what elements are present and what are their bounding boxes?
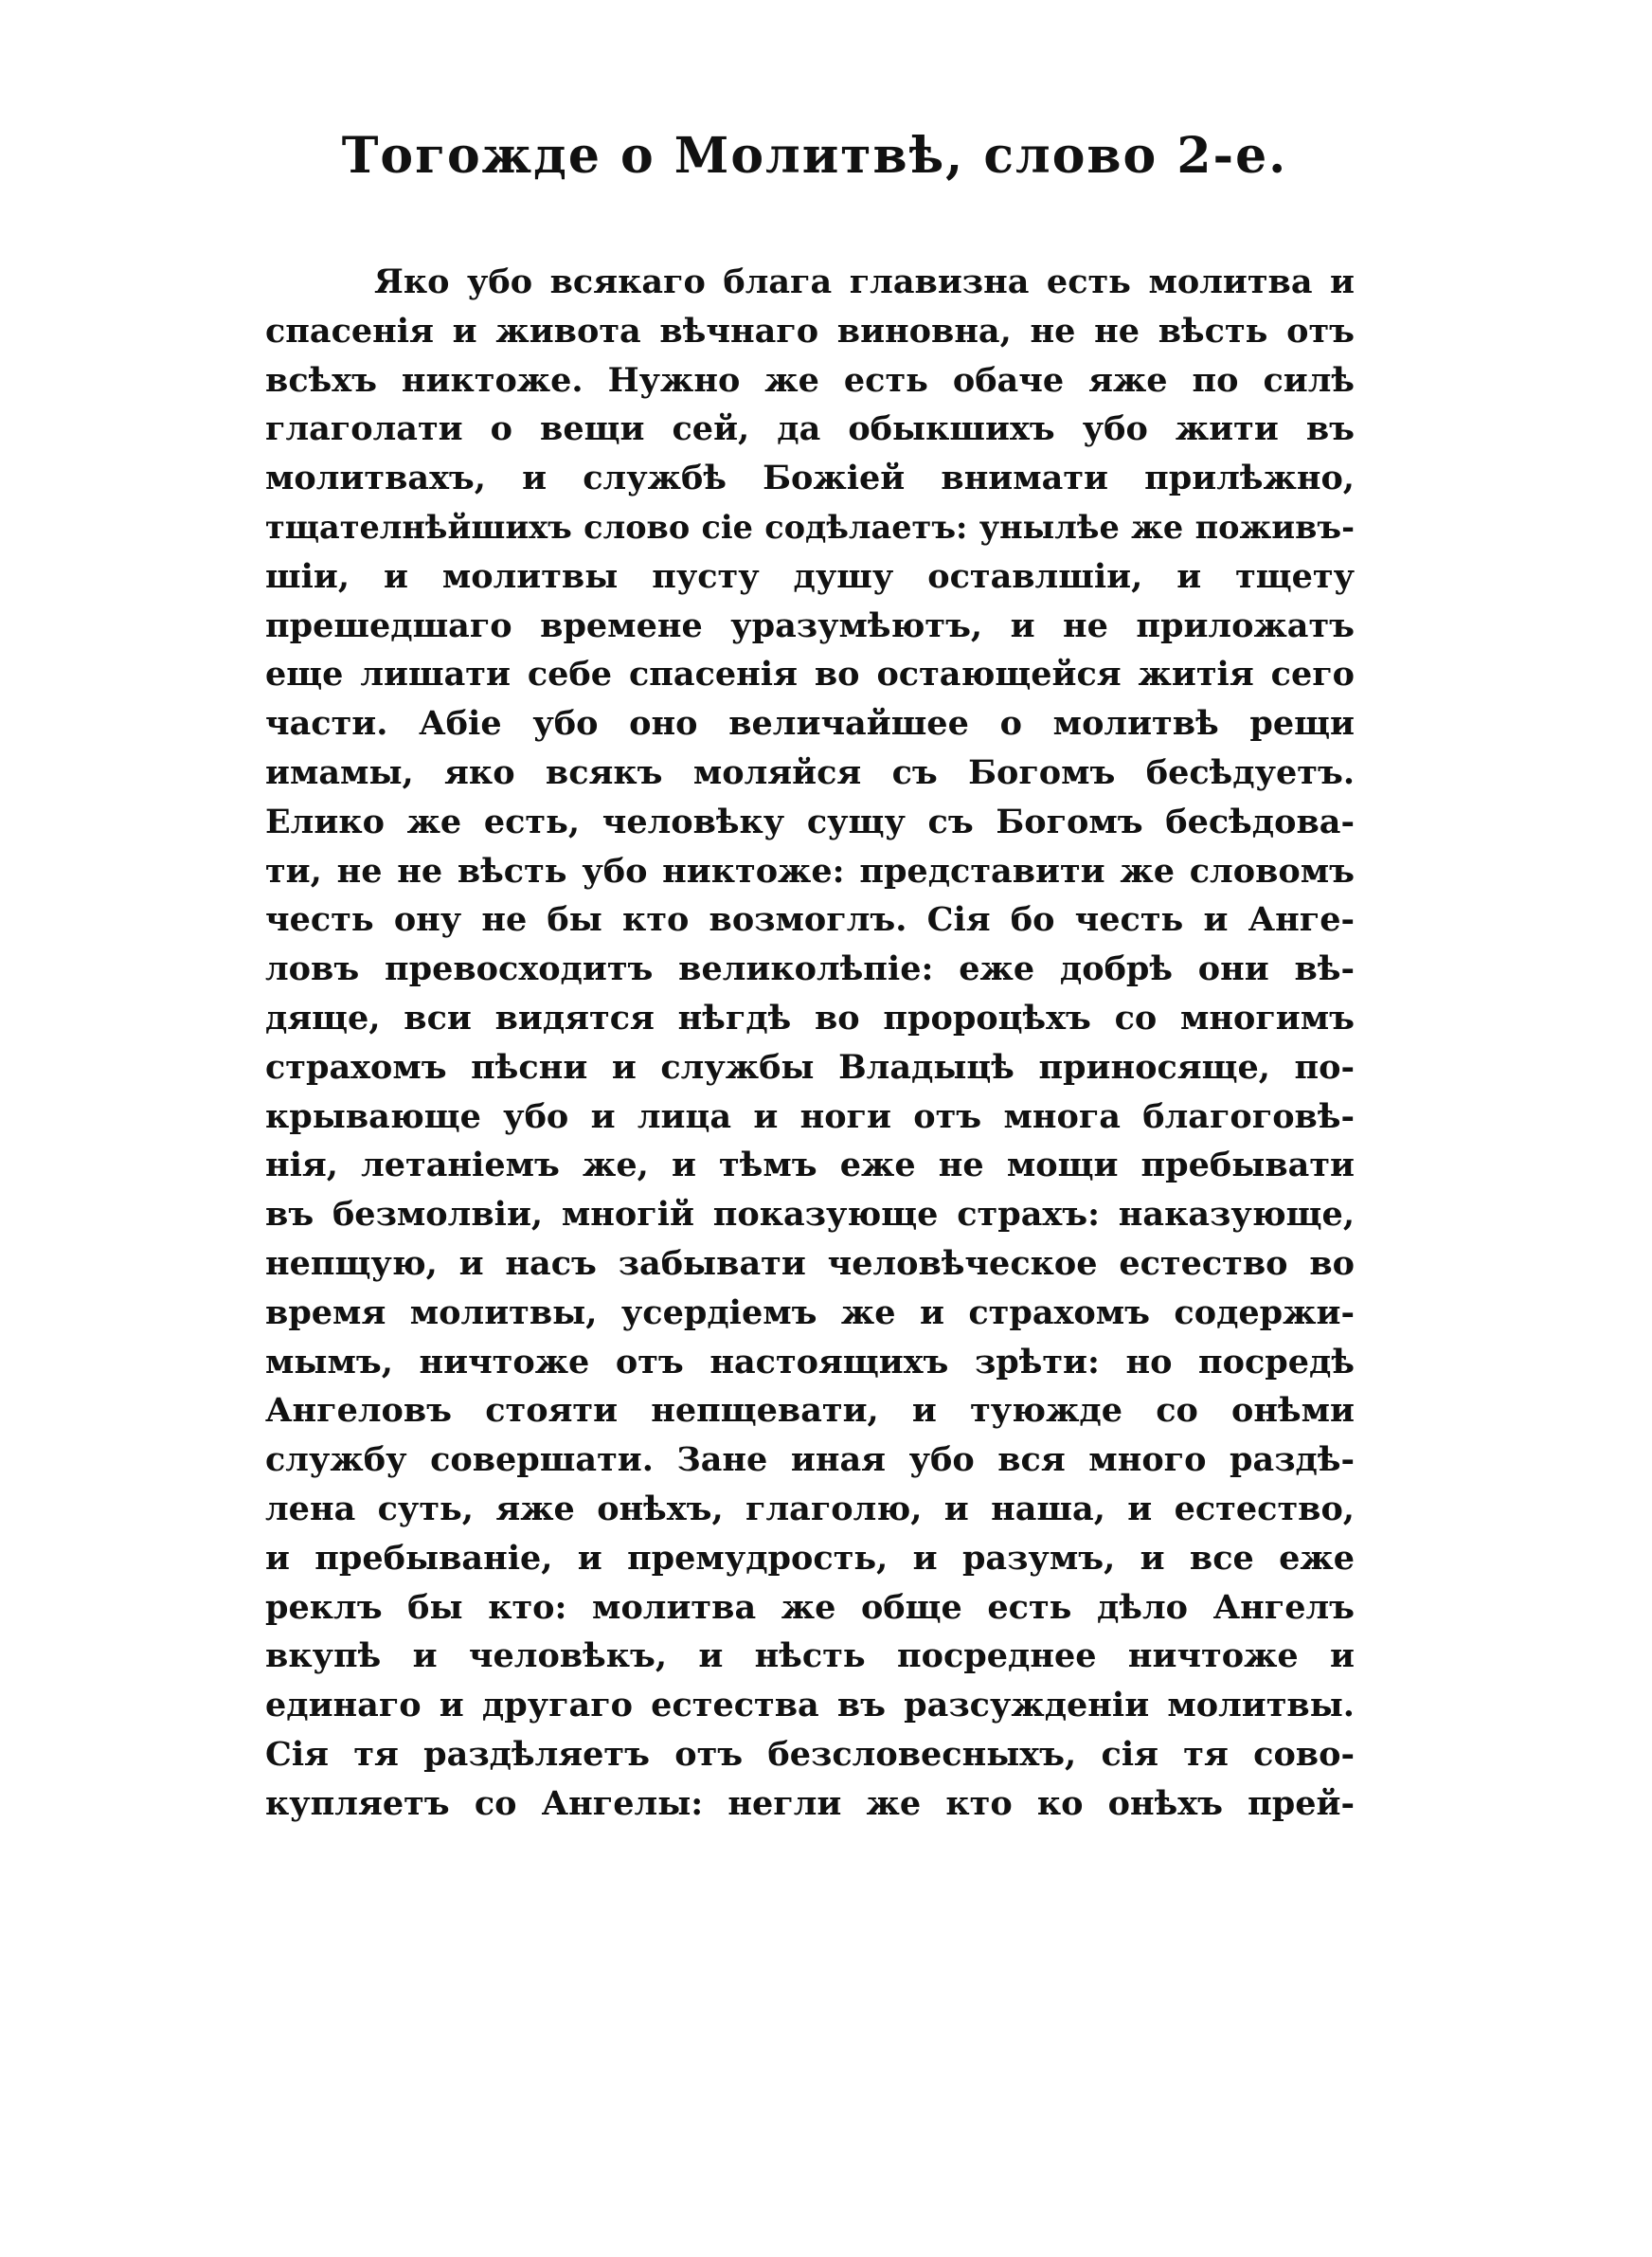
text-line: дяще, вси видятся нѣгдѣ во пророцѣхъ со многимъ (265, 998, 1355, 1038)
text-line: страхомъ пѣсни и службы Владыцѣ приносяще, по- (265, 1047, 1355, 1087)
text-line: въ безмолвіи, многій показующе страхъ: наказующе, (265, 1195, 1355, 1235)
text-line: Ангеловъ стояти непщевати, и туюжде со онѣми (265, 1391, 1355, 1431)
text-line: крывающе убо и лица и ноги отъ многа благоговѣ- (265, 1096, 1355, 1136)
text-line: честь ону не бы кто возмоглъ. Сія бо честь и Анге- (265, 900, 1355, 940)
text-line: части. Абіе убо оно величайшее о молитвѣ рещи (265, 704, 1355, 744)
text-line: Яко убо всякаго блага главизна есть молитва и (374, 262, 1355, 301)
text-line: купляетъ со Ангелы: негли же кто ко онѣхъ прей- (265, 1783, 1355, 1823)
text-line: лена суть, яже онѣхъ, глаголю, и наша, и естество, (265, 1489, 1355, 1528)
text-line: вкупѣ и человѣкъ, и нѣсть посреднее ничтоже и (265, 1636, 1355, 1676)
text-line: еще лишати себе спасенія во остающейся житія сего (265, 655, 1355, 695)
text-line: время молитвы, усердіемъ же и страхомъ содержи- (265, 1292, 1355, 1332)
text-line: глаголати о вещи сей, да обыкшихъ убо жити въ (265, 409, 1355, 449)
text-line: прешедшаго времене уразумѣютъ, и не приложатъ (265, 605, 1355, 645)
text-line: Сія тя раздѣляетъ отъ безсловесныхъ, сія тя сово- (265, 1734, 1355, 1774)
page-title: Тогожде о Молитвѣ, слово 2-е. (341, 127, 1288, 185)
text-line: спасенія и живота вѣчнаго виновна, не не вѣсть отъ (265, 311, 1355, 351)
text-line: мымъ, ничтоже отъ настоящихъ зрѣти: но посредѣ (265, 1342, 1355, 1381)
text-line: единаго и другаго естества въ разсужденіи молитвы. (265, 1686, 1355, 1725)
text-line: имамы, яко всякъ моляйся съ Богомъ бесѣдуетъ. (265, 752, 1355, 792)
text-line: непщую, и насъ забывати человѣческое естество во (265, 1243, 1355, 1283)
text-line: нія, летаніемъ же, и тѣмъ еже не мощи пребывати (265, 1146, 1355, 1185)
text-line: ти, не не вѣсть убо никтоже: представити же словомъ (265, 851, 1355, 891)
text-line: всѣхъ никтоже. Нужно же есть обаче яже по силѣ (265, 360, 1355, 400)
text-line: ловъ превосходитъ великолѣпіе: еже добрѣ они вѣ- (265, 949, 1355, 989)
text-line: тщателнѣйшихъ слово сіе содѣлаетъ: унылѣе же поживъ- (265, 508, 1355, 546)
text-line: молитвахъ, и службѣ Божіей внимати прилѣжно, (265, 459, 1355, 498)
text-line: реклъ бы кто: молитва же обще есть дѣло Ангелъ (265, 1587, 1355, 1627)
text-line: службу совершати. Зане иная убо вся много раздѣ- (265, 1440, 1355, 1480)
text-line: шіи, и молитвы пусту душу оставлшіи, и тщету (265, 556, 1355, 596)
body-text (265, 258, 1355, 1829)
text-line: и пребываніе, и премудрость, и разумъ, и все еже (265, 1538, 1355, 1578)
text-line: Елико же есть, человѣку сущу съ Богомъ бесѣдова- (265, 802, 1355, 841)
